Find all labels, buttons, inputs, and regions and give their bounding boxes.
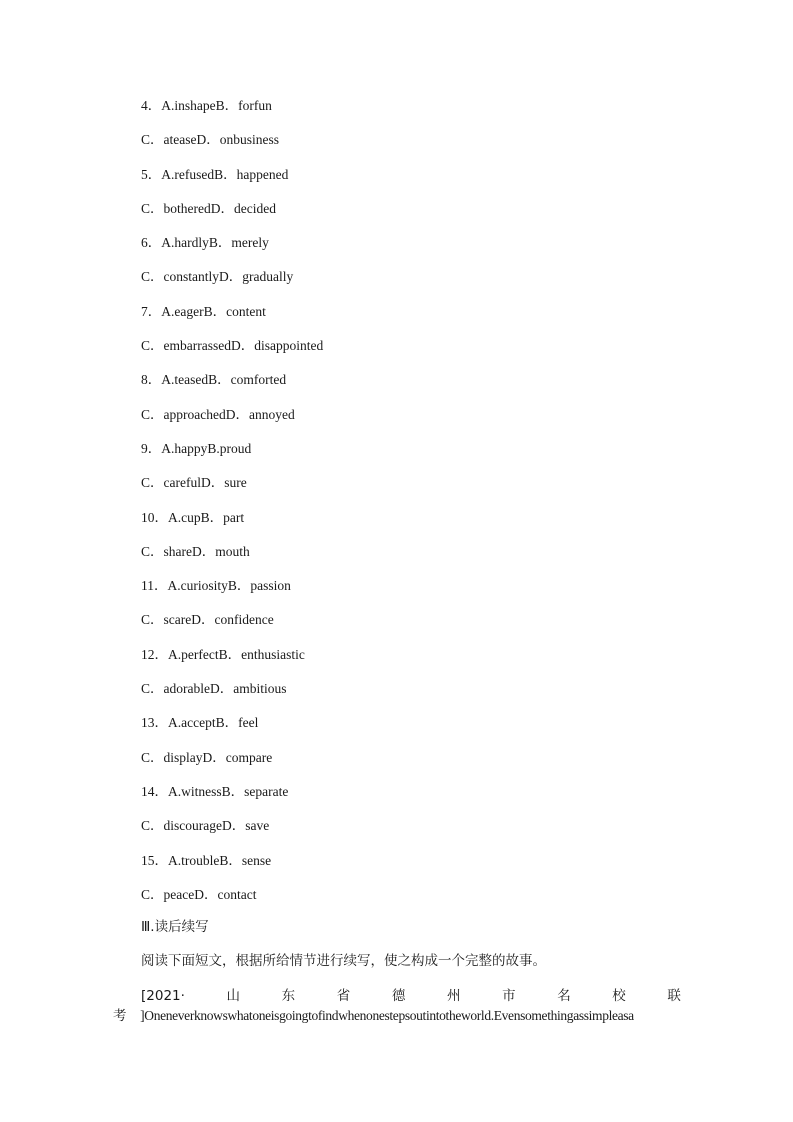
option-line: C．scareD．confidence bbox=[141, 612, 274, 628]
source-part: 名 bbox=[557, 988, 571, 1004]
option-line: C．peaceD．contact bbox=[141, 886, 257, 902]
option-line: C．embarrassedD．disappointed bbox=[141, 338, 324, 354]
option-line: 4．A.inshapeB．forfun bbox=[141, 98, 272, 113]
passage-first-line bbox=[113, 1006, 683, 1026]
source-part: 联 bbox=[667, 988, 681, 1004]
option-line: 10．A.cupB．part bbox=[141, 509, 245, 525]
option-line: 15．A.troubleB．sense bbox=[141, 852, 272, 868]
source-part: 省 bbox=[336, 988, 351, 1004]
option-line: 5．A.refusedB．happened bbox=[141, 166, 289, 182]
option-line: 13．A.acceptB．feel bbox=[141, 715, 259, 731]
option-line: 12．A.perfectB．enthusiastic bbox=[141, 646, 305, 662]
option-line: 14．A.witnessB．separate bbox=[141, 783, 289, 799]
option-line: 8．A.teasedB．comforted bbox=[141, 372, 287, 388]
option-line: C．adorableD．ambitious bbox=[141, 681, 287, 697]
source-part: [2021· bbox=[141, 988, 185, 1004]
option-line: 9．A.happyB.proud bbox=[141, 440, 252, 456]
option-line: 7．A.eagerB．content bbox=[141, 303, 266, 319]
option-line: C．carefulD．sure bbox=[141, 475, 247, 491]
source-part: 东 bbox=[281, 988, 296, 1004]
option-line: C．displayD．compare bbox=[141, 749, 273, 765]
answer-options-list bbox=[141, 96, 701, 919]
passage-text: ]Oneneverknowswhatoneisgoingtofindwhenonestepsoutintotheworld.Evensomethingassimpleasa bbox=[140, 1008, 634, 1023]
source-part: 州 bbox=[446, 988, 461, 1004]
option-line: C．botheredD．decided bbox=[141, 200, 276, 216]
task-instruction: 阅读下面短文，根据所给情节进行续写，使之构成一个完整的故事。 bbox=[141, 953, 546, 969]
source-part: 山 bbox=[226, 988, 241, 1004]
option-line: C．ateaseD．onbusiness bbox=[141, 132, 279, 148]
source-tail: 考 bbox=[113, 1008, 127, 1024]
option-line: C．discourageD．save bbox=[141, 818, 270, 834]
source-part: 德 bbox=[391, 988, 406, 1004]
source-attribution bbox=[141, 986, 681, 1006]
source-part: 校 bbox=[612, 988, 626, 1004]
source-part: 市 bbox=[502, 988, 516, 1004]
option-line: C．shareD．mouth bbox=[141, 543, 250, 559]
option-line: 11．A.curiosityB．passion bbox=[141, 578, 291, 594]
section-heading: Ⅲ.读后续写 bbox=[141, 919, 209, 935]
option-line: C．constantlyD．gradually bbox=[141, 269, 294, 285]
option-line: C．approachedD．annoyed bbox=[141, 406, 295, 422]
option-line: 6．A.hardlyB．merely bbox=[141, 235, 269, 251]
